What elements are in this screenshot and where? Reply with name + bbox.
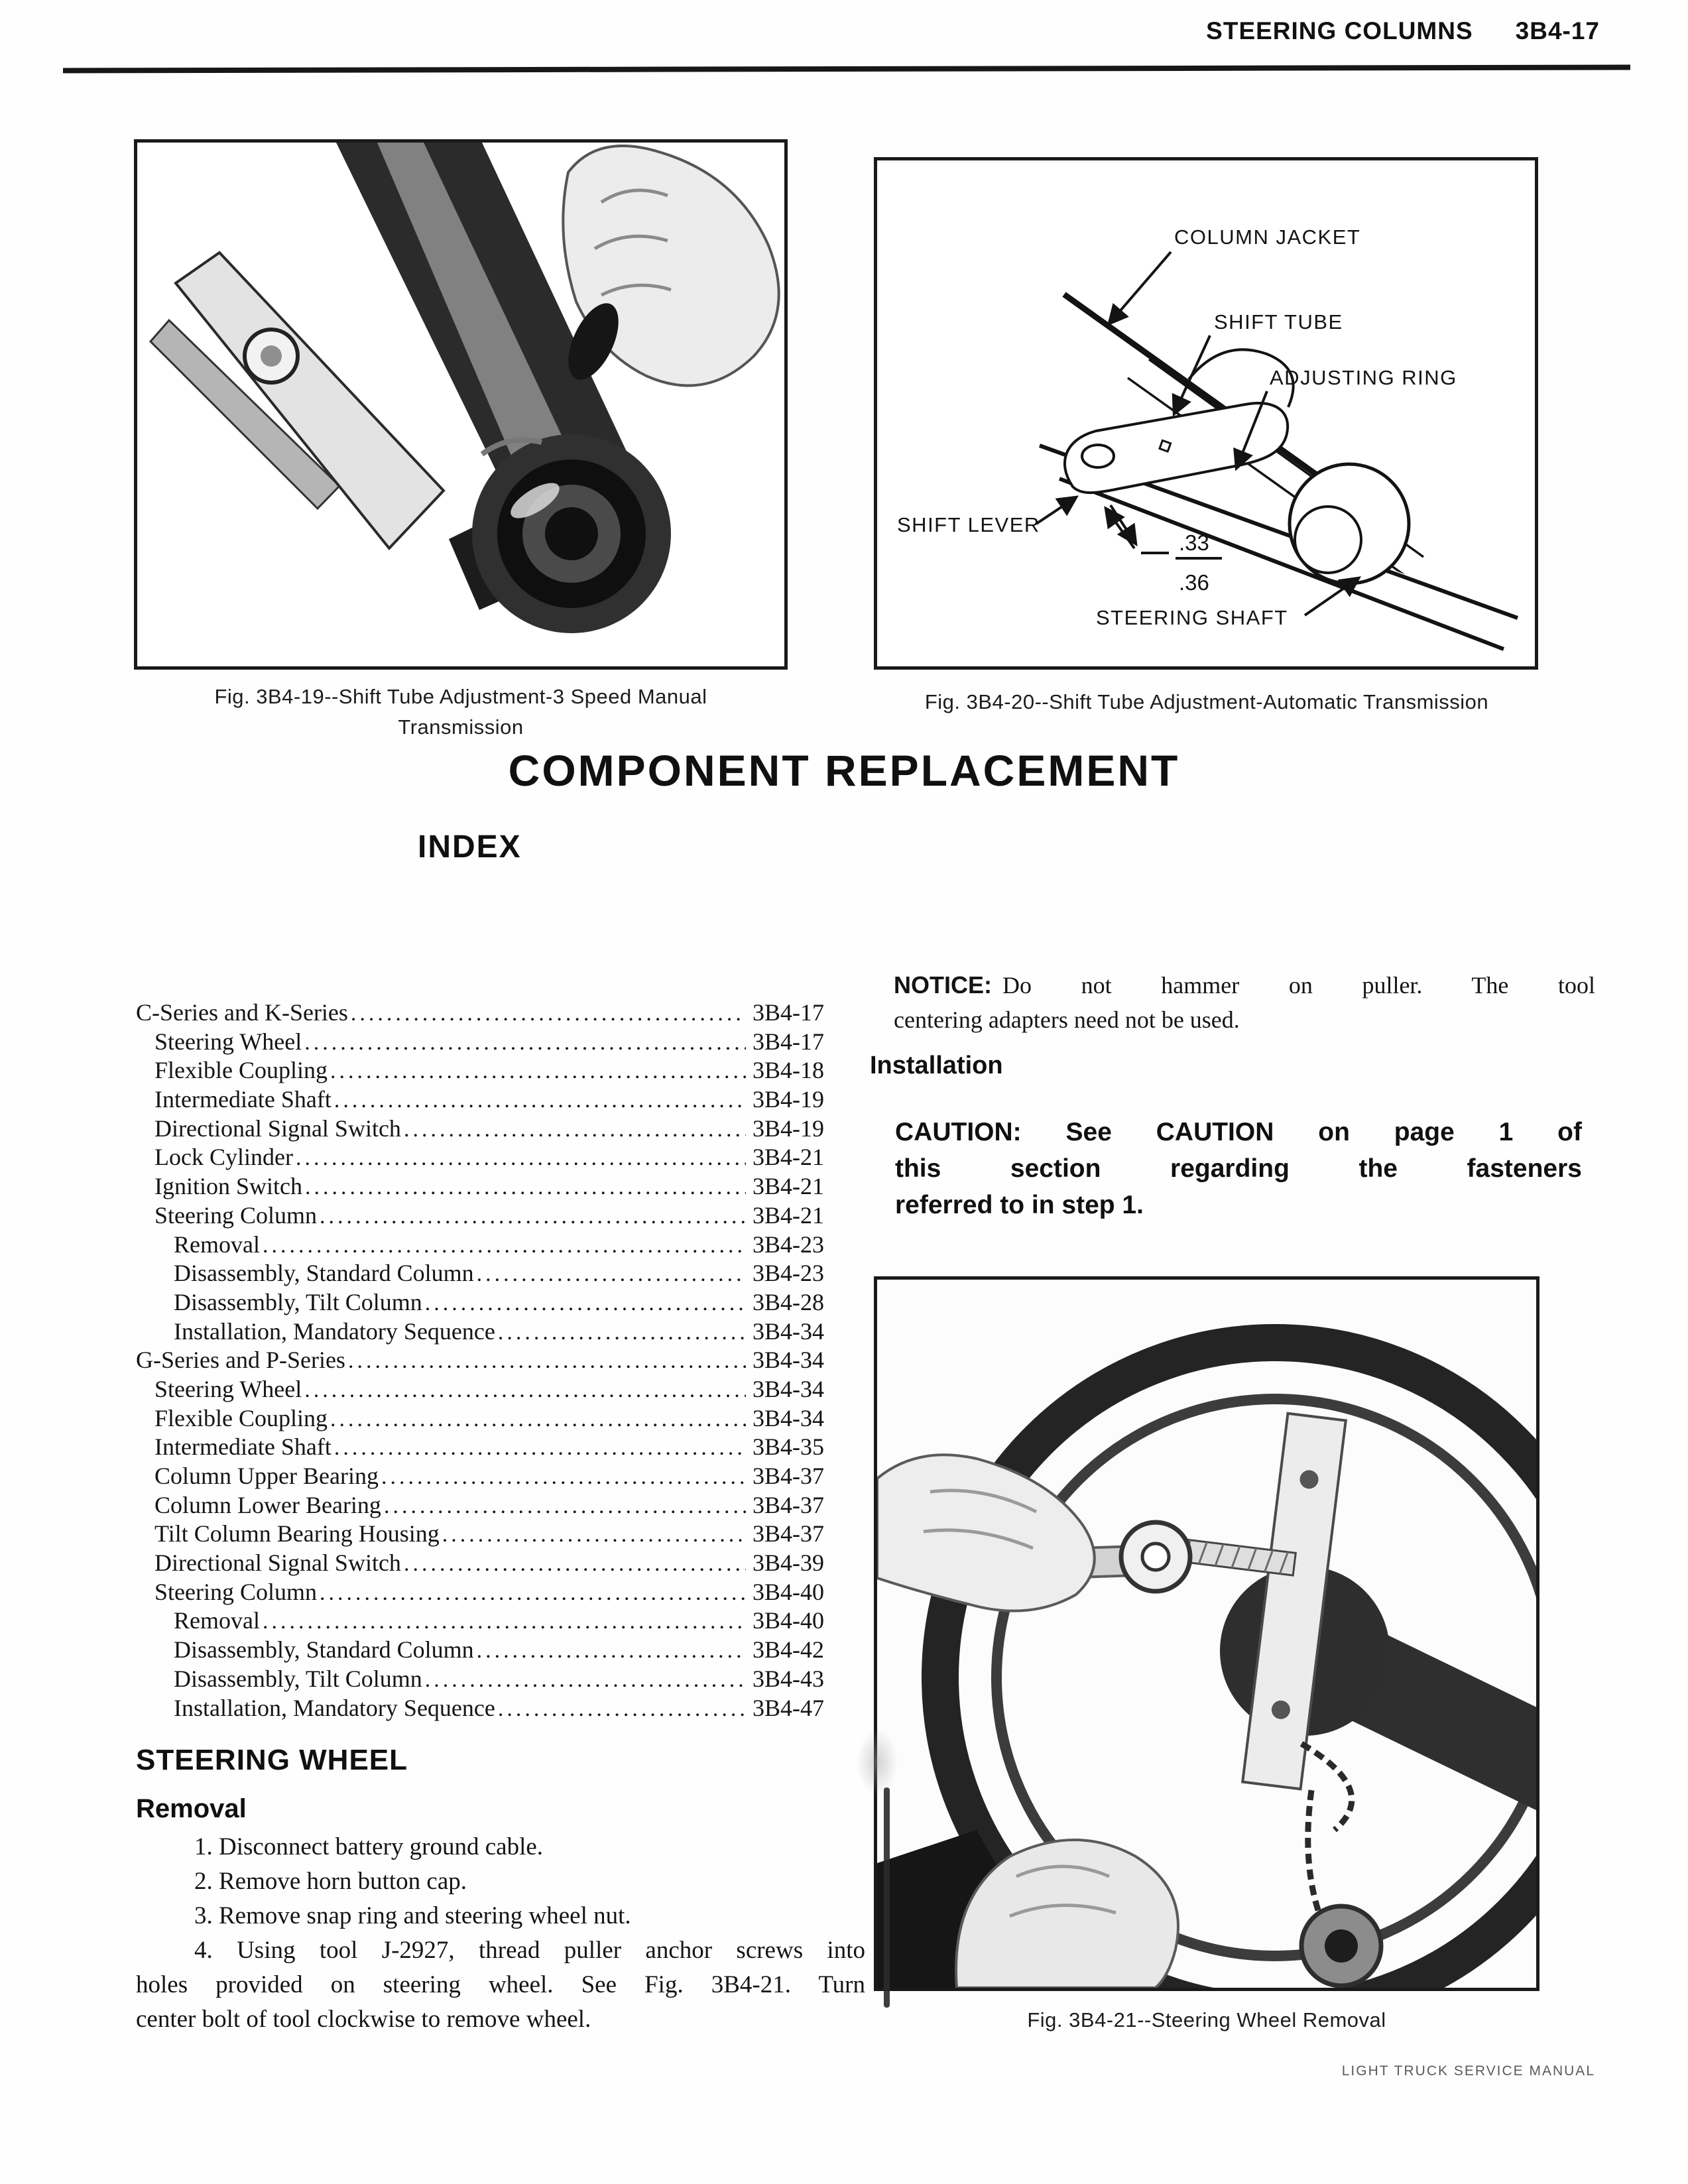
index-entry — [136, 1433, 833, 1462]
index-entry-label: Removal — [174, 1607, 260, 1634]
index-entry-label: Flexible Coupling — [154, 1404, 328, 1431]
caution-block — [895, 1114, 1582, 1223]
dot-leader — [404, 1115, 746, 1144]
index-entry — [136, 1231, 833, 1260]
removal-steps — [136, 1830, 865, 2037]
header-page-number: 3B4-17 — [1515, 17, 1600, 44]
index-entry — [136, 1520, 833, 1549]
dot-leader — [330, 1056, 746, 1086]
dot-leader — [330, 1404, 746, 1434]
step-line: 4. Using tool J-2927, thread puller anchor screws into — [194, 1937, 865, 1964]
removal-step — [136, 1933, 865, 2037]
index-entry-page: 3B4-37 — [753, 1491, 824, 1518]
index-entry — [136, 1172, 833, 1201]
step-line: holes provided on steering wheel. See Fig. 3B4-21. Turn — [136, 1971, 865, 1998]
scan-smudge — [857, 1729, 898, 1795]
index-entry — [136, 1288, 833, 1317]
notice-line-2: centering adapters need not be used. — [894, 1006, 1240, 1033]
index-entry-label: Disassembly, Standard Column — [174, 1636, 474, 1664]
footer-manual-name: LIGHT TRUCK SERVICE MANUAL — [1341, 2063, 1595, 2079]
header-rule — [63, 65, 1630, 74]
caption-line-1: Fig. 3B4-19--Shift Tube Adjustment-3 Speed Manual — [214, 685, 707, 708]
index-entry-page: 3B4-34 — [753, 1317, 824, 1345]
index-entry-page: 3B4-19 — [753, 1086, 824, 1113]
dot-leader — [348, 1346, 746, 1376]
index-entry — [136, 1259, 833, 1288]
index-entry — [136, 1201, 833, 1231]
index-entry — [136, 1549, 833, 1578]
dot-leader — [305, 1172, 746, 1202]
caption-line-2: Transmission — [398, 715, 524, 739]
dot-leader — [425, 1665, 746, 1695]
index-entry-page: 3B4-34 — [753, 1404, 824, 1431]
index-entry-label: Column Upper Bearing — [154, 1463, 379, 1489]
index-entry-page: 3B4-28 — [753, 1288, 824, 1315]
index-entry-page: 3B4-23 — [753, 1231, 824, 1258]
label-dimension-upper: .33 — [1179, 530, 1209, 555]
dot-leader — [296, 1143, 746, 1173]
index-entry — [136, 1115, 833, 1144]
notice-text: Do not hammer on puller. The tool — [1002, 972, 1595, 999]
index-entry-label: Flexible Coupling — [154, 1057, 328, 1084]
figure-3b4-19-photo — [134, 139, 788, 670]
label-shift-tube: SHIFT TUBE — [1214, 310, 1343, 334]
dot-leader — [334, 1433, 746, 1463]
index-entry-label: Disassembly, Tilt Column — [174, 1288, 422, 1315]
label-shift-lever: SHIFT LEVER — [897, 513, 1040, 536]
index-entry-page: 3B4-40 — [753, 1607, 824, 1634]
index-entry-label: Disassembly, Tilt Column — [174, 1665, 422, 1692]
removal-step — [136, 1830, 865, 1864]
removal-step — [136, 1899, 865, 1933]
index-entry — [136, 1636, 833, 1665]
index-entry-label: Tilt Column Bearing Housing — [154, 1520, 440, 1547]
index-entry-page: 3B4-23 — [753, 1260, 824, 1287]
index-entry-page: 3B4-35 — [753, 1433, 824, 1461]
index-entry-label: Disassembly, Standard Column — [174, 1260, 474, 1287]
dot-leader — [304, 1028, 746, 1058]
index-entry — [136, 1056, 833, 1085]
index-entry — [136, 1028, 833, 1057]
index-entry — [136, 1085, 833, 1115]
dot-leader — [404, 1549, 746, 1579]
label-adjusting-ring: ADJUSTING RING — [1270, 366, 1457, 389]
dot-leader — [384, 1491, 746, 1521]
notice-paragraph — [894, 968, 1595, 1037]
dot-leader — [263, 1607, 746, 1636]
index-entry — [136, 1404, 833, 1433]
dot-leader — [442, 1520, 746, 1549]
index-entry-page: 3B4-17 — [753, 999, 824, 1026]
dot-leader — [498, 1317, 746, 1347]
dot-leader — [320, 1201, 746, 1231]
index-entry-label: Directional Signal Switch — [154, 1549, 401, 1577]
index-entry-label: Intermediate Shaft — [154, 1433, 332, 1461]
index-entry — [136, 1462, 833, 1491]
index-entry-page: 3B4-42 — [753, 1636, 824, 1664]
index-entry — [136, 999, 833, 1028]
index-entry-page: 3B4-21 — [753, 1201, 824, 1229]
removal-heading: Removal — [136, 1794, 247, 1823]
index-entry — [136, 1375, 833, 1404]
dot-leader — [477, 1636, 746, 1666]
figure-3b4-20-diagram — [874, 157, 1538, 670]
scan-streak — [884, 1788, 890, 2008]
figure-3b4-19-caption — [134, 682, 788, 743]
dot-leader — [320, 1578, 746, 1608]
dot-leader — [334, 1085, 746, 1115]
index-entry-label: Directional Signal Switch — [154, 1115, 401, 1142]
dot-leader — [351, 999, 746, 1028]
index-entry-label: Installation, Mandatory Sequence — [174, 1694, 495, 1721]
steering-wheel-removal-photo — [877, 1280, 1536, 1988]
index-entry-page: 3B4-21 — [753, 1173, 824, 1200]
caution-line: CAUTION: See CAUTION on page 1 of — [895, 1118, 1582, 1146]
index-entry-label: Steering Column — [154, 1201, 317, 1229]
index-entry-page: 3B4-40 — [753, 1578, 824, 1605]
index-entry-page: 3B4-21 — [753, 1144, 824, 1171]
index-entry-label: Lock Cylinder — [154, 1144, 293, 1171]
step-line: 2. Remove horn button cap. — [194, 1868, 467, 1895]
dot-leader — [304, 1375, 746, 1405]
figure-3b4-21-caption: Fig. 3B4-21--Steering Wheel Removal — [1027, 2008, 1386, 2032]
index-entry — [136, 1578, 833, 1607]
shift-tube-adjustment-diagram — [877, 160, 1535, 666]
dot-leader — [477, 1259, 746, 1289]
index-entry-label: Removal — [174, 1231, 260, 1258]
dot-leader — [498, 1694, 746, 1724]
dot-leader — [381, 1462, 746, 1492]
header-section-title: STEERING COLUMNS — [1206, 17, 1473, 44]
index-title: INDEX — [418, 829, 522, 865]
index-entry-label: Intermediate Shaft — [154, 1086, 332, 1113]
index-entry — [136, 1491, 833, 1520]
index-entry — [136, 1346, 833, 1375]
section-title: COMPONENT REPLACEMENT — [508, 746, 1180, 795]
shift-tube-adjustment-photo — [137, 143, 784, 666]
label-column-jacket: COLUMN JACKET — [1174, 225, 1361, 249]
index-entry — [136, 1317, 833, 1347]
index-entry-page: 3B4-19 — [753, 1115, 824, 1142]
index-entry — [136, 1694, 833, 1723]
label-steering-shaft: STEERING SHAFT — [1096, 606, 1288, 629]
index-entry-page: 3B4-43 — [753, 1665, 824, 1692]
installation-heading: Installation — [870, 1052, 1003, 1079]
index-entry-label: C-Series and K-Series — [136, 999, 348, 1026]
index-entry-label: Steering Column — [154, 1578, 317, 1605]
index-entry-label: Installation, Mandatory Sequence — [174, 1317, 495, 1345]
index-entry-label: Steering Wheel — [154, 1375, 302, 1402]
index-list — [136, 999, 833, 1723]
index-entry — [136, 1143, 833, 1172]
index-entry-page: 3B4-37 — [753, 1520, 824, 1547]
index-entry-page: 3B4-39 — [753, 1549, 824, 1577]
index-entry-page: 3B4-34 — [753, 1347, 824, 1374]
index-entry-page: 3B4-47 — [753, 1694, 824, 1721]
index-entry-label: G-Series and P-Series — [136, 1347, 345, 1374]
index-entry — [136, 1665, 833, 1694]
step-line: center bolt of tool clockwise to remove wheel. — [136, 2006, 591, 2033]
index-entry-label: Steering Wheel — [154, 1028, 302, 1055]
page-header — [63, 17, 1600, 45]
steering-wheel-heading: STEERING WHEEL — [136, 1744, 408, 1776]
step-line: 3. Remove snap ring and steering wheel nut. — [194, 1902, 631, 1929]
dot-leader — [263, 1231, 746, 1260]
figure-3b4-20-caption: Fig. 3B4-20--Shift Tube Adjustment-Automatic Transmission — [924, 690, 1489, 713]
index-entry-page: 3B4-17 — [753, 1028, 824, 1055]
label-dimension-lower: .36 — [1179, 570, 1209, 595]
removal-step — [136, 1864, 865, 1899]
caution-line: referred to in step 1. — [895, 1191, 1144, 1219]
caution-line: this section regarding the fasteners — [895, 1154, 1582, 1183]
index-entry-label: Ignition Switch — [154, 1173, 302, 1200]
index-entry-page: 3B4-37 — [753, 1463, 824, 1489]
notice-line-1 — [894, 968, 1595, 1002]
index-entry-label: Column Lower Bearing — [154, 1491, 381, 1518]
step-line: 1. Disconnect battery ground cable. — [194, 1833, 544, 1860]
dot-leader — [425, 1288, 746, 1318]
index-entry — [136, 1607, 833, 1636]
index-entry-page: 3B4-34 — [753, 1375, 824, 1402]
index-entry-page: 3B4-18 — [753, 1057, 824, 1084]
notice-label: NOTICE: — [894, 971, 992, 999]
figure-3b4-21-photo — [874, 1276, 1539, 1991]
